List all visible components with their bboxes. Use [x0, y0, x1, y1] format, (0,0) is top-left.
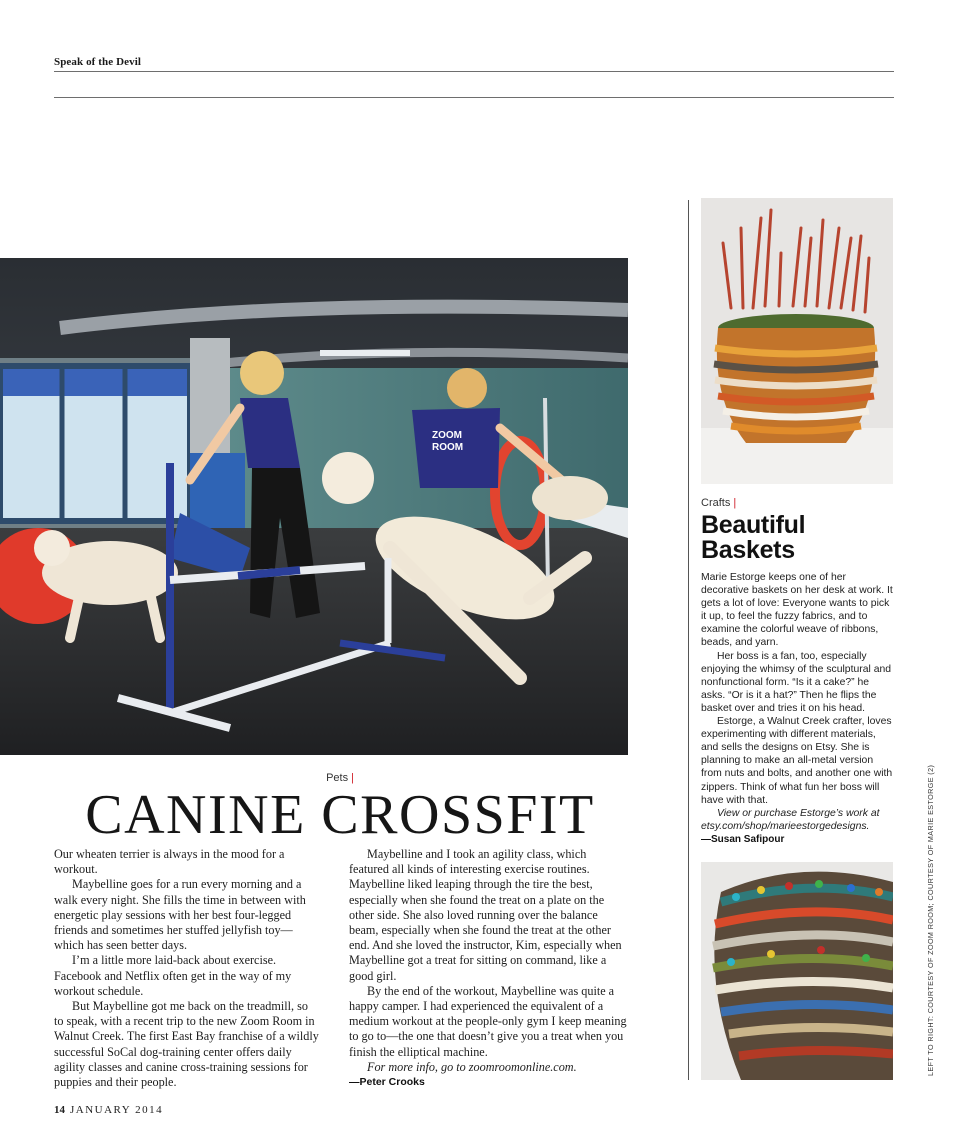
shirt-logo-line2: ROOM	[432, 442, 464, 453]
sidebar-rule	[688, 200, 689, 1080]
more-info-note: For more info, go to zoomroomonline.com.	[367, 1059, 577, 1074]
sidebar-paragraph: Marie Estorge keeps one of her decorative baskets on her desk at work. It gets a lot of love: Everyone wants to pick it up, to feel the fuzzy fabrics, and to examine the colorful weave of ribbons, beads, and yarn.	[701, 572, 893, 649]
article-paragraph: But Maybelline got me back on the treadmill, so to speak, with a recent trip to the new Zoom Room in Walnut Creek. The first East Bay franchise of a wildly successful SoCal dog-training center offers daily agility classes and canine cross-training sessions for puppies and their people.	[54, 999, 319, 1090]
kicker-divider: |	[733, 497, 737, 509]
shirt-logo-line1: ZOOM	[432, 430, 462, 441]
article-paragraph: By the end of the workout, Maybelline was quite a happy camper. I had experienced the equivalent of a medium workout at the people-only gym I keep meaning to go to—the one that doesn’t give you a treat when you finish the elliptical machine.	[349, 983, 627, 1059]
kicker-divider: |	[351, 772, 354, 784]
article-paragraph: Maybelline and I took an agility class, which featured all kinds of interesting exercise routines. Maybelline liked leaping through the tire the best, especially when she found the treat on a plate on the other side. She also loved running over the balance beam, especially when she found the treat at the other end. And she loved the instructor, Kim, especially when Maybelline got a treat for sitting on command, like a good girl.	[349, 847, 622, 983]
article-paragraph: Maybelline goes for a run every morning and a walk every night. She fills the time in between with energetic play sessions with her best four-legged friends and sometimes her stuffed jellyfish toy—which has seen better days.	[54, 877, 306, 953]
article-byline: —Peter Crooks	[349, 1076, 425, 1089]
pets-kicker-label: Pets	[326, 772, 349, 784]
crafts-kicker	[701, 497, 736, 509]
page-folio	[54, 1104, 163, 1116]
article-headline: CANINE CROSSFIT	[85, 784, 595, 846]
article-paragraph: I’m a little more laid-back about exercise. Facebook and Netflix often get in the way of my workout schedule.	[54, 953, 292, 998]
header-rule-secondary	[54, 97, 894, 98]
sidebar-body	[701, 571, 895, 845]
agility-class-photo	[0, 258, 628, 755]
section-label: Speak of the Devil	[54, 56, 142, 68]
article-column-1	[54, 847, 320, 1090]
sidebar-paragraph: Estorge, a Walnut Creek crafter, loves experimenting with different materials, and sells the designs on Etsy. She is planning to make an all-metal version from nuts and bolts, and another one with zippers. Think of what fun her boss will have with that.	[701, 716, 893, 806]
page-number: 14	[54, 1104, 65, 1116]
pets-kicker	[0, 772, 680, 784]
article-paragraph: Our wheaten terrier is always in the mood for a workout.	[54, 847, 285, 877]
etsy-note: View or purchase Estorge’s work at etsy.com/shop/marieestorgedesigns.	[701, 807, 880, 832]
twig-basket-photo	[701, 198, 893, 484]
sidebar-paragraph: Her boss is a fan, too, especially enjoying the whimsy of the sculptural and nonfunctional form. “Is it a cake?” he asks. “Or is it a hat?” Then he flips the basket over and tries it on his head.	[701, 650, 892, 714]
photo-credit: LEFT TO RIGHT: COURTESY OF ZOOM ROOM; COURTESY OF MARIE ESTORGE (2)	[926, 764, 935, 1076]
sidebar-headline: Beautiful Baskets	[701, 511, 806, 564]
sidebar-byline: —Susan Safipour	[701, 833, 785, 845]
crafts-kicker-label: Crafts	[701, 497, 731, 509]
beaded-basket-photo	[701, 862, 893, 1080]
header-rule	[54, 71, 894, 72]
issue-date: JANUARY 2014	[70, 1104, 164, 1116]
article-column-2	[349, 847, 629, 1088]
